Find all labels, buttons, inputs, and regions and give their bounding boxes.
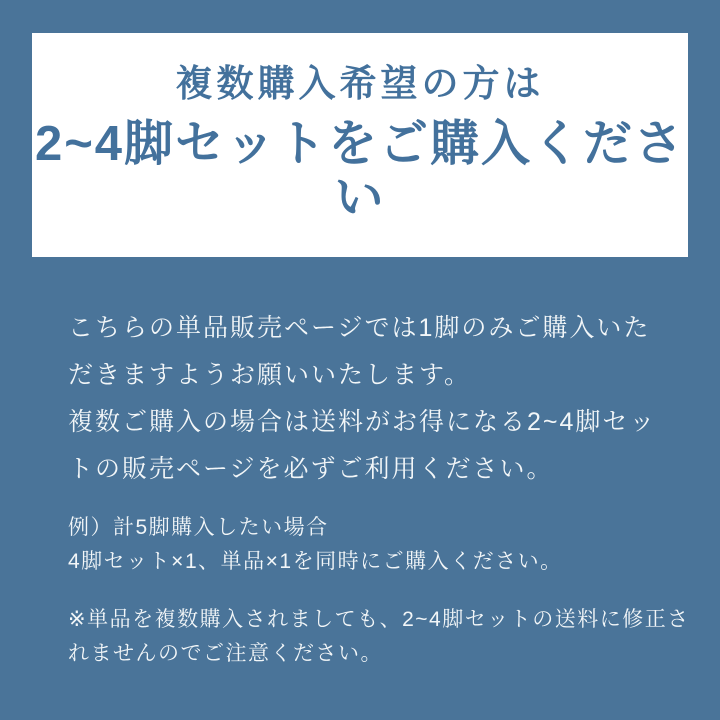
- example-line: 例）計5脚購入したい場合: [68, 516, 329, 539]
- notice-title: 2~4脚セットをご購入ください: [34, 117, 686, 226]
- caution-line: ※単品を複数購入されましても、2~4脚セットの送料に修正さ: [68, 608, 690, 631]
- notice-subtitle: 複数購入希望の方は: [175, 62, 545, 104]
- example-paragraph: [68, 511, 668, 579]
- notice-header-card: [32, 33, 688, 257]
- notice-body: [68, 305, 690, 671]
- main-paragraph-line: こちらの単品販売ページでは1脚のみご購入いた: [68, 314, 651, 342]
- example-line: 4脚セット×1、単品×1を同時にご購入ください。: [68, 550, 563, 573]
- main-paragraph-line: 複数ご購入の場合は送料がお得になる2~4脚セッ: [68, 408, 657, 436]
- caution-paragraph: [68, 603, 690, 671]
- main-paragraph-line: だきますようお願いいたします。: [68, 361, 472, 389]
- main-paragraph: [68, 305, 668, 493]
- caution-line: れませんのでご注意ください。: [68, 642, 383, 665]
- main-paragraph-line: トの販売ページを必ずご利用ください。: [68, 455, 554, 483]
